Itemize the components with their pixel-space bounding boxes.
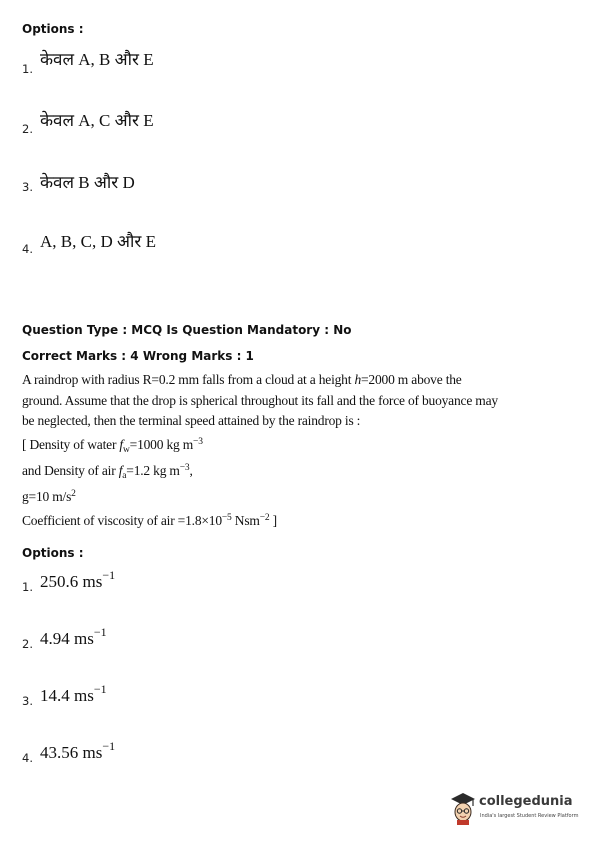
gravity-line: g=10 $m/s^2$ xyxy=(22,489,76,504)
graduate-face-icon xyxy=(449,790,477,826)
density-water-line: [ Density of water $f_w=1000$ kg $m^{-3}$ xyxy=(22,437,203,455)
question-line-1: A raindrop with radius R=0.2 mm falls from a cloud at a height h=2000 m above the xyxy=(22,372,462,387)
marks-line: Correct Marks : 4 Wrong Marks : 1 xyxy=(22,349,254,363)
question-line-3: be neglected, then the terminal speed attained by the raindrop is : xyxy=(22,413,361,428)
option-text: 4.94 $ms^{-1}$ xyxy=(40,625,107,648)
option-number: 1. xyxy=(22,580,33,594)
option-text: 43.56 $ms^{-1}$ xyxy=(40,739,116,762)
viscosity-line: Coefficient of viscosity of air $=1.8\times 10^{-5}$ Nsm$^{-2}$ ] xyxy=(22,513,277,528)
collegedunia-logo xyxy=(449,790,579,830)
option-text: 14.4 $ms^{-1}$ xyxy=(40,682,107,705)
option-number: 1. xyxy=(22,62,33,76)
logo-wordmark: collegedunia xyxy=(479,794,573,809)
option-number: 3. xyxy=(22,694,33,708)
question-type-line: Question Type : MCQ Is Question Mandatory : No xyxy=(22,323,352,337)
options-label-1: Options : xyxy=(22,22,84,36)
option-text: केवल B और D xyxy=(40,173,135,192)
density-air-line: and Density of air $f_a=1.2$ kg $m^{-3}$, xyxy=(22,463,193,481)
option-number: 2. xyxy=(22,637,33,651)
question-line-2: ground. Assume that the drop is spherical throughout its fall and the force of buoyance may xyxy=(22,393,498,408)
option-text: केवल A, C और E xyxy=(40,111,154,130)
option-number: 4. xyxy=(22,242,33,256)
option-text: 250.6 $ms^{-1}$ xyxy=(40,568,116,591)
logo-tagline: India's largest Student Review Platform xyxy=(480,813,579,819)
option-number: 3. xyxy=(22,180,33,194)
option-number: 4. xyxy=(22,751,33,765)
options-label-2: Options : xyxy=(22,546,84,560)
option-number: 2. xyxy=(22,122,33,136)
option-text: A, B, C, D और E xyxy=(40,232,156,251)
option-text: केवल A, B और E xyxy=(40,50,154,69)
